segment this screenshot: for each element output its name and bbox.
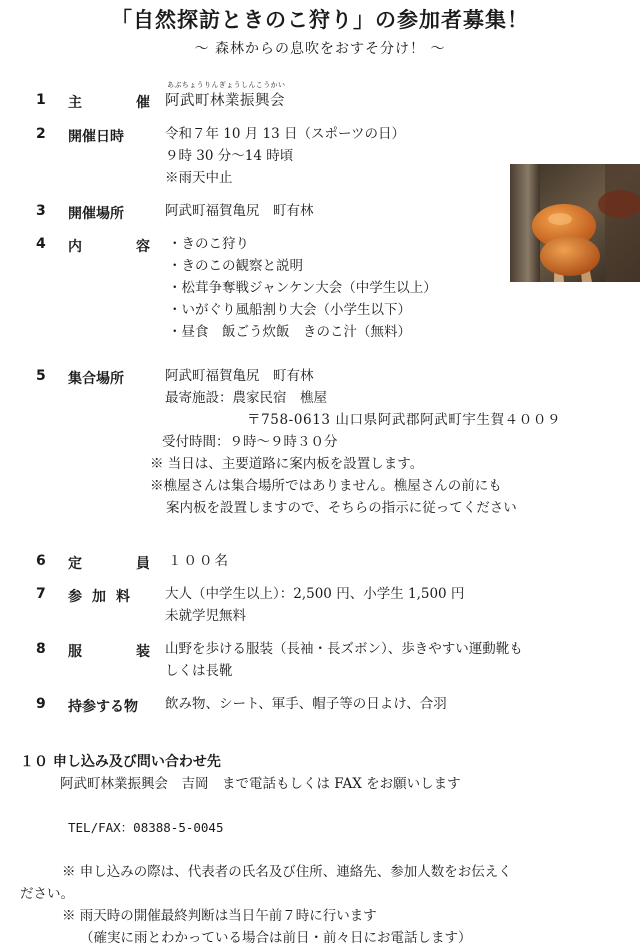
section-number: 7 [36,586,46,602]
page-title: 「自然探訪ときのこ狩り」の参加者募集！ [111,8,529,32]
bring-value: 飲み物、シート、軍手、帽子等の日よけ、合羽 [165,696,447,712]
contact-line: 阿武町林業振興会 吉岡 まで電話もしくは FAX をお願いします [60,776,461,792]
contact-note: （確実に雨とわかっている場合は前日・前々日にお電話します） [80,930,472,946]
date-line-3: ※雨天中止 [165,170,233,186]
organizer-ruby: あぶちょうりんぎょうしんこうかい [167,81,286,89]
meeting-note: 案内板を設置しますので、そちらの指示に従ってください [166,500,517,516]
section-number: 3 [36,203,46,219]
content-item: ・松茸争奪戦ジャンケン大会（中学生以上） [168,280,437,296]
meeting-note: ※ 当日は、主要道路に案内板を設置します。 [150,456,424,472]
content-item: ・きのこの観察と説明 [168,258,303,274]
date-line-1: 令和７年 10 月 13 日（スポーツの日） [165,126,405,142]
contact-note: ださい。 [20,886,74,902]
contact-note: ※ 雨天時の開催最終判断は当日午前７時に行います [62,908,377,924]
contact-heading: １０ 申し込み及び問い合わせ先 [20,754,221,770]
capacity-label: 定 員 [68,556,150,572]
date-line-2: ９時 30 分～14 時頃 [165,148,294,164]
content-item: ・昼食 飯ごう炊飯 きのこ汁（無料） [168,324,411,340]
meeting-reception: 受付時間：９時～９時３０分 [162,434,338,450]
page-subtitle: ～ 森林からの息吹をおすそ分け！ ～ [194,41,446,57]
section-number: 4 [36,236,46,252]
meeting-note: ※樵屋さんは集合場所ではありません。樵屋さんの前にも [150,478,502,494]
meeting-place: 阿武町福賀亀尻 町有林 [165,368,314,384]
section-number: 9 [36,696,46,712]
dress-label: 服 装 [68,644,150,660]
fee-label: 参 加 料 [68,589,130,605]
capacity-value: １００名 [168,553,230,569]
content-item: ・いがぐり風船割り大会（小学生以下） [168,302,411,318]
meeting-nearest: 最寄施設：農家民宿 樵屋 [165,390,327,406]
meeting-label: 集合場所 [68,371,124,387]
contact-note: ※ 申し込みの際は、代表者の氏名及び住所、連絡先、参加人数をお伝えく [62,864,512,880]
section-number: 8 [36,641,46,657]
organizer-name [165,82,285,110]
content-label: 内 容 [68,239,150,255]
mushroom-photo [510,164,640,282]
section-number: 5 [36,368,46,384]
dress-line-2: しくは長靴 [165,663,233,679]
content-item: ・きのこ狩り [168,236,249,252]
organizer-value: 阿武町林業振興会 [165,93,285,109]
meeting-address: 〒758-0613 山口県阿武郡阿武町宇生賀４００９ [247,412,562,428]
bring-label: 持参する物 [68,699,138,715]
date-label: 開催日時 [68,129,124,145]
dress-line-1: 山野を歩ける服装（長袖・長ズボン）、歩きやすい運動靴も [165,641,523,657]
fee-line-1: 大人（中学生以上）：2,500 円、小学生 1,500 円 [165,586,465,602]
venue-label: 開催場所 [68,206,124,222]
organizer-label: 主 催 [68,95,150,111]
contact-tel: TEL/FAX：08388-5-0045 [68,820,224,835]
section-number: 6 [36,553,46,569]
fee-line-2: 未就学児無料 [165,608,246,624]
section-number: 1 [36,92,46,108]
venue-value: 阿武町福賀亀尻 町有林 [165,203,314,219]
section-number: 2 [36,126,46,142]
